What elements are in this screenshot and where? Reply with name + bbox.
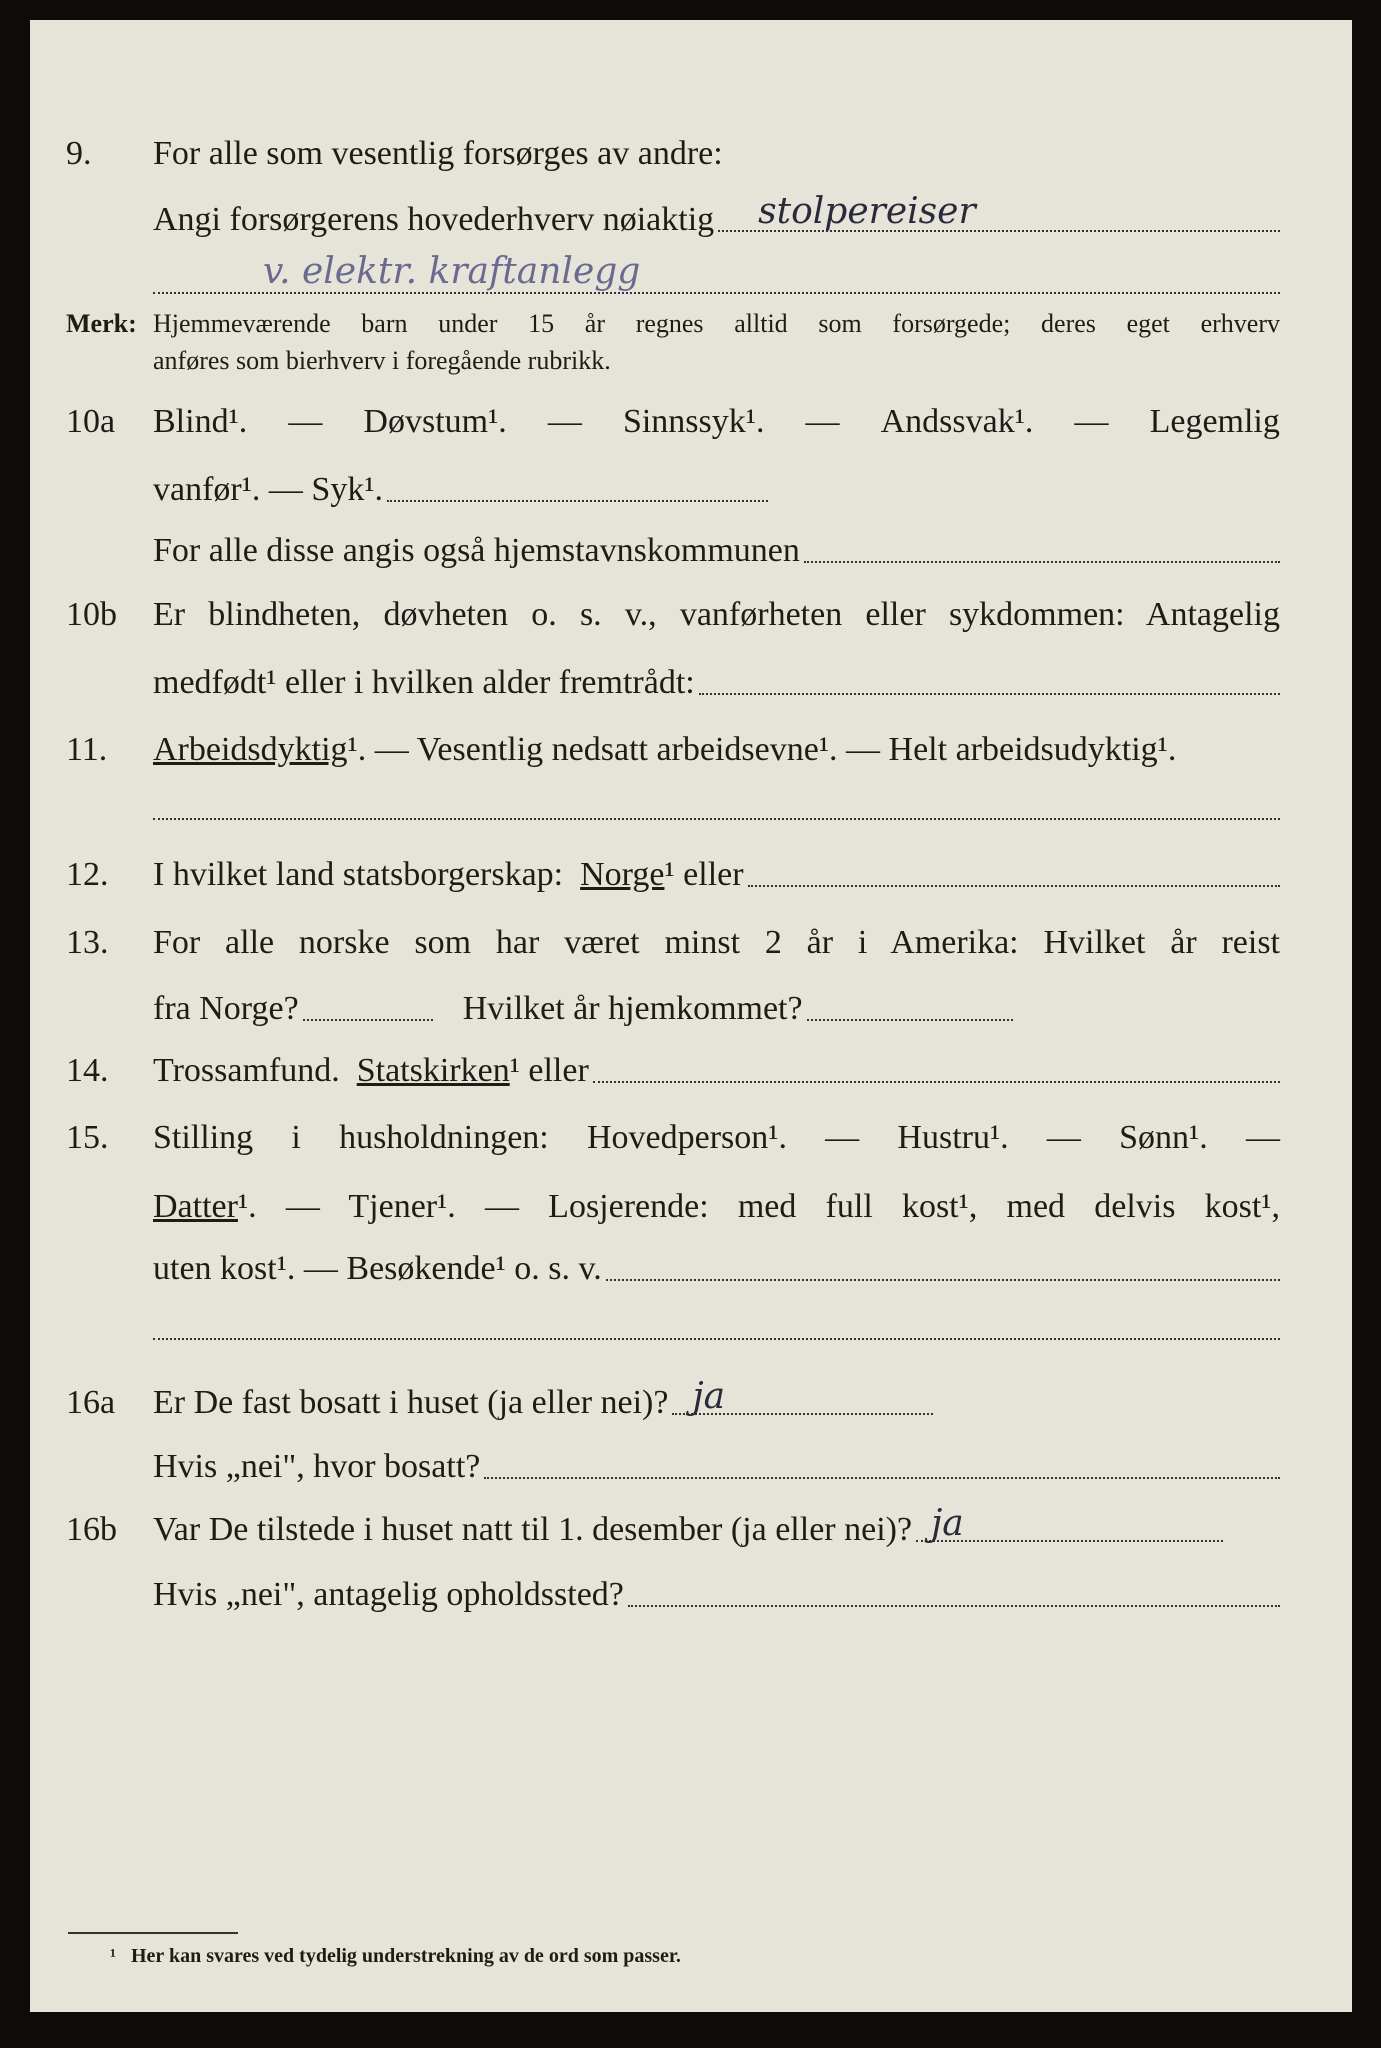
q10a-number: 10a (66, 403, 116, 440)
statskirken-underlined[interactable]: Statskirken (356, 1052, 510, 1089)
q10a-line1 (153, 402, 1280, 442)
option-dovstum[interactable]: Døvstum¹. (363, 403, 507, 440)
q10b-field[interactable] (699, 693, 1280, 695)
q13-line2: fra Norge? Hvilket år hjemkommet? (153, 989, 1013, 1029)
opholdssted-field[interactable] (628, 1605, 1280, 1607)
option-sinnssyk[interactable]: Sinnssyk¹. (622, 403, 765, 440)
q13-line1: For alle norske som har været minst 2 år i Amerika: Hvilket år reist (153, 924, 1280, 961)
q14-number: 14. (66, 1052, 109, 1089)
hjemstavnskommune-field[interactable] (804, 561, 1280, 563)
q12-line: I hvilket land statsborgerskap: Norge ¹ eller (153, 855, 1280, 895)
footnote-divider (68, 1932, 238, 1934)
q10b-line1: Er blindheten, døvheten o. s. v., vanførheten eller sykdommen: Antagelig (153, 596, 1280, 633)
q15-line2: Datter ¹. — Tjener¹. — Losjerende: med full kost¹, med delvis kost¹, (153, 1188, 1280, 1225)
q15-line3: uten kost¹. — Besøkende¹ o. s. v. (153, 1249, 1280, 1289)
q12-field[interactable] (748, 885, 1280, 887)
merk-line1: Hjemmeværende barn under 15 år regnes alltid som forsørgede; deres eget erhverv (153, 309, 1280, 338)
q9-line3-field[interactable] (153, 251, 1280, 294)
option-andssvak[interactable]: Andssvak¹. (880, 403, 1034, 440)
dash: — (1074, 403, 1109, 440)
q10a-line2: vanfør¹. — Syk¹. (153, 470, 768, 510)
q14-field[interactable] (593, 1081, 1280, 1083)
q15-line1: Stilling i husholdningen: Hovedperson¹. — Hustru¹. — Sønn¹. — (153, 1119, 1280, 1156)
year-returned-field[interactable] (807, 1019, 1013, 1021)
option-legemlig[interactable]: Legemlig (1149, 403, 1280, 440)
merk-label: Merk: (66, 309, 137, 338)
q15-number: 15. (66, 1119, 109, 1156)
merk-line2: anføres som bierhverv i foregående rubrikk. (153, 346, 611, 375)
q11-number: 11. (66, 731, 108, 768)
q10a-field[interactable] (387, 500, 768, 502)
norge-underlined[interactable]: Norge (580, 856, 665, 893)
q16a-line1: Er De fast bosatt i huset (ja eller nei)? ja (153, 1383, 933, 1423)
handwritten-ja: ja (692, 1376, 726, 1417)
q16b-field[interactable] (916, 1503, 1223, 1544)
handwritten-ja: ja (931, 1503, 964, 1544)
q16a-line2: Hvis „nei", hvor bosatt? (153, 1447, 1280, 1487)
q10b-number: 10b (66, 596, 117, 633)
option-blind[interactable]: Blind¹. (153, 403, 248, 440)
q16b-line1: Var De tilstede i huset natt til 1. desember (ja eller nei)? ja (153, 1510, 1223, 1550)
q14-line: Trossamfund. Statskirken ¹ eller (153, 1051, 1280, 1091)
dash: — (288, 403, 323, 440)
q11-field[interactable] (153, 818, 1280, 820)
q15-field[interactable] (606, 1279, 1280, 1281)
footnote: ¹ Her kan svares ved tydelig understrekning av de ord som passer. (110, 1945, 681, 1967)
dash: — (547, 403, 582, 440)
arbeidsdyktig-underlined[interactable]: Arbeidsdyktig (153, 731, 348, 768)
year-left-field[interactable] (303, 1019, 433, 1021)
q9-line2: Angi forsørgerens hovederhverv nøiaktig stolpereiser (153, 200, 1280, 240)
q16a-field[interactable] (672, 1376, 933, 1417)
q16b-number: 16b (66, 1511, 117, 1548)
q12-number: 12. (66, 856, 109, 893)
bosatt-field[interactable] (484, 1477, 1280, 1479)
q16a-number: 16a (66, 1384, 116, 1421)
q13-number: 13. (66, 924, 109, 961)
q16b-line2: Hvis „nei", antagelig opholdssted? (153, 1575, 1280, 1615)
q10a-line3: For alle disse angis også hjemstavnskommunen (153, 531, 1280, 571)
q9-line1: For alle som vesentlig forsørges av andre: (153, 135, 723, 172)
datter-underlined[interactable]: Datter (153, 1188, 238, 1225)
dash: — (805, 403, 840, 440)
q9-answer-field[interactable] (718, 191, 1280, 232)
q11-line: Arbeidsdyktig ¹. — Vesentlig nedsatt arbeidsevne¹. — Helt arbeidsudyktig¹. (153, 731, 1177, 768)
handwritten-occupation: stolpereiser (758, 191, 976, 232)
q9-number: 9. (66, 135, 92, 172)
handwritten-workplace: v. elektr. kraftanlegg (263, 251, 641, 292)
q15-extra-field[interactable] (153, 1338, 1280, 1340)
q10b-line2: medfødt¹ eller i hvilken alder fremtrådt: (153, 663, 1280, 703)
